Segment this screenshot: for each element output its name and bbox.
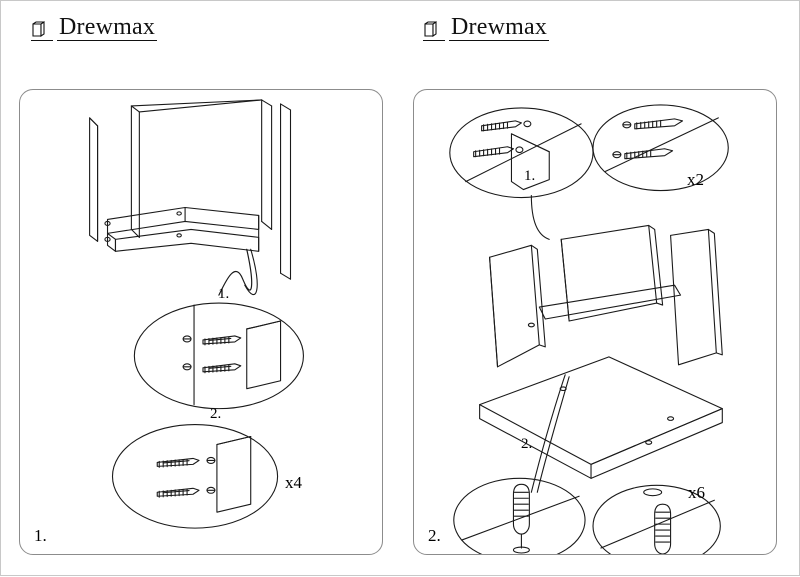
quantity-x2: x2 [687, 170, 704, 189]
callout-label-1-left: 1. [218, 286, 230, 302]
panel-left [19, 89, 383, 555]
assembly-diagram-left [20, 90, 382, 554]
brand-logo-right [423, 15, 549, 41]
brand-logo-left [31, 15, 157, 41]
quantity-x6: x6 [688, 483, 705, 502]
callout-label-2-left: 2. [210, 406, 222, 422]
callout-label-2-right: 2. [521, 436, 533, 452]
step-number-right: 2. [428, 526, 441, 545]
instruction-sheet-right [401, 1, 800, 577]
book-logo-icon [423, 21, 445, 41]
brand-name-right: Drewmax [451, 14, 548, 40]
step-number-left: 1. [34, 526, 47, 545]
quantity-x4: x4 [285, 473, 302, 492]
callout-label-1-right: 1. [524, 168, 536, 184]
instruction-sheet-left [1, 1, 401, 577]
assembly-diagram-right [414, 90, 776, 554]
panel-right [413, 89, 777, 555]
brand-name-left: Drewmax [59, 14, 156, 40]
book-logo-icon [31, 21, 53, 41]
